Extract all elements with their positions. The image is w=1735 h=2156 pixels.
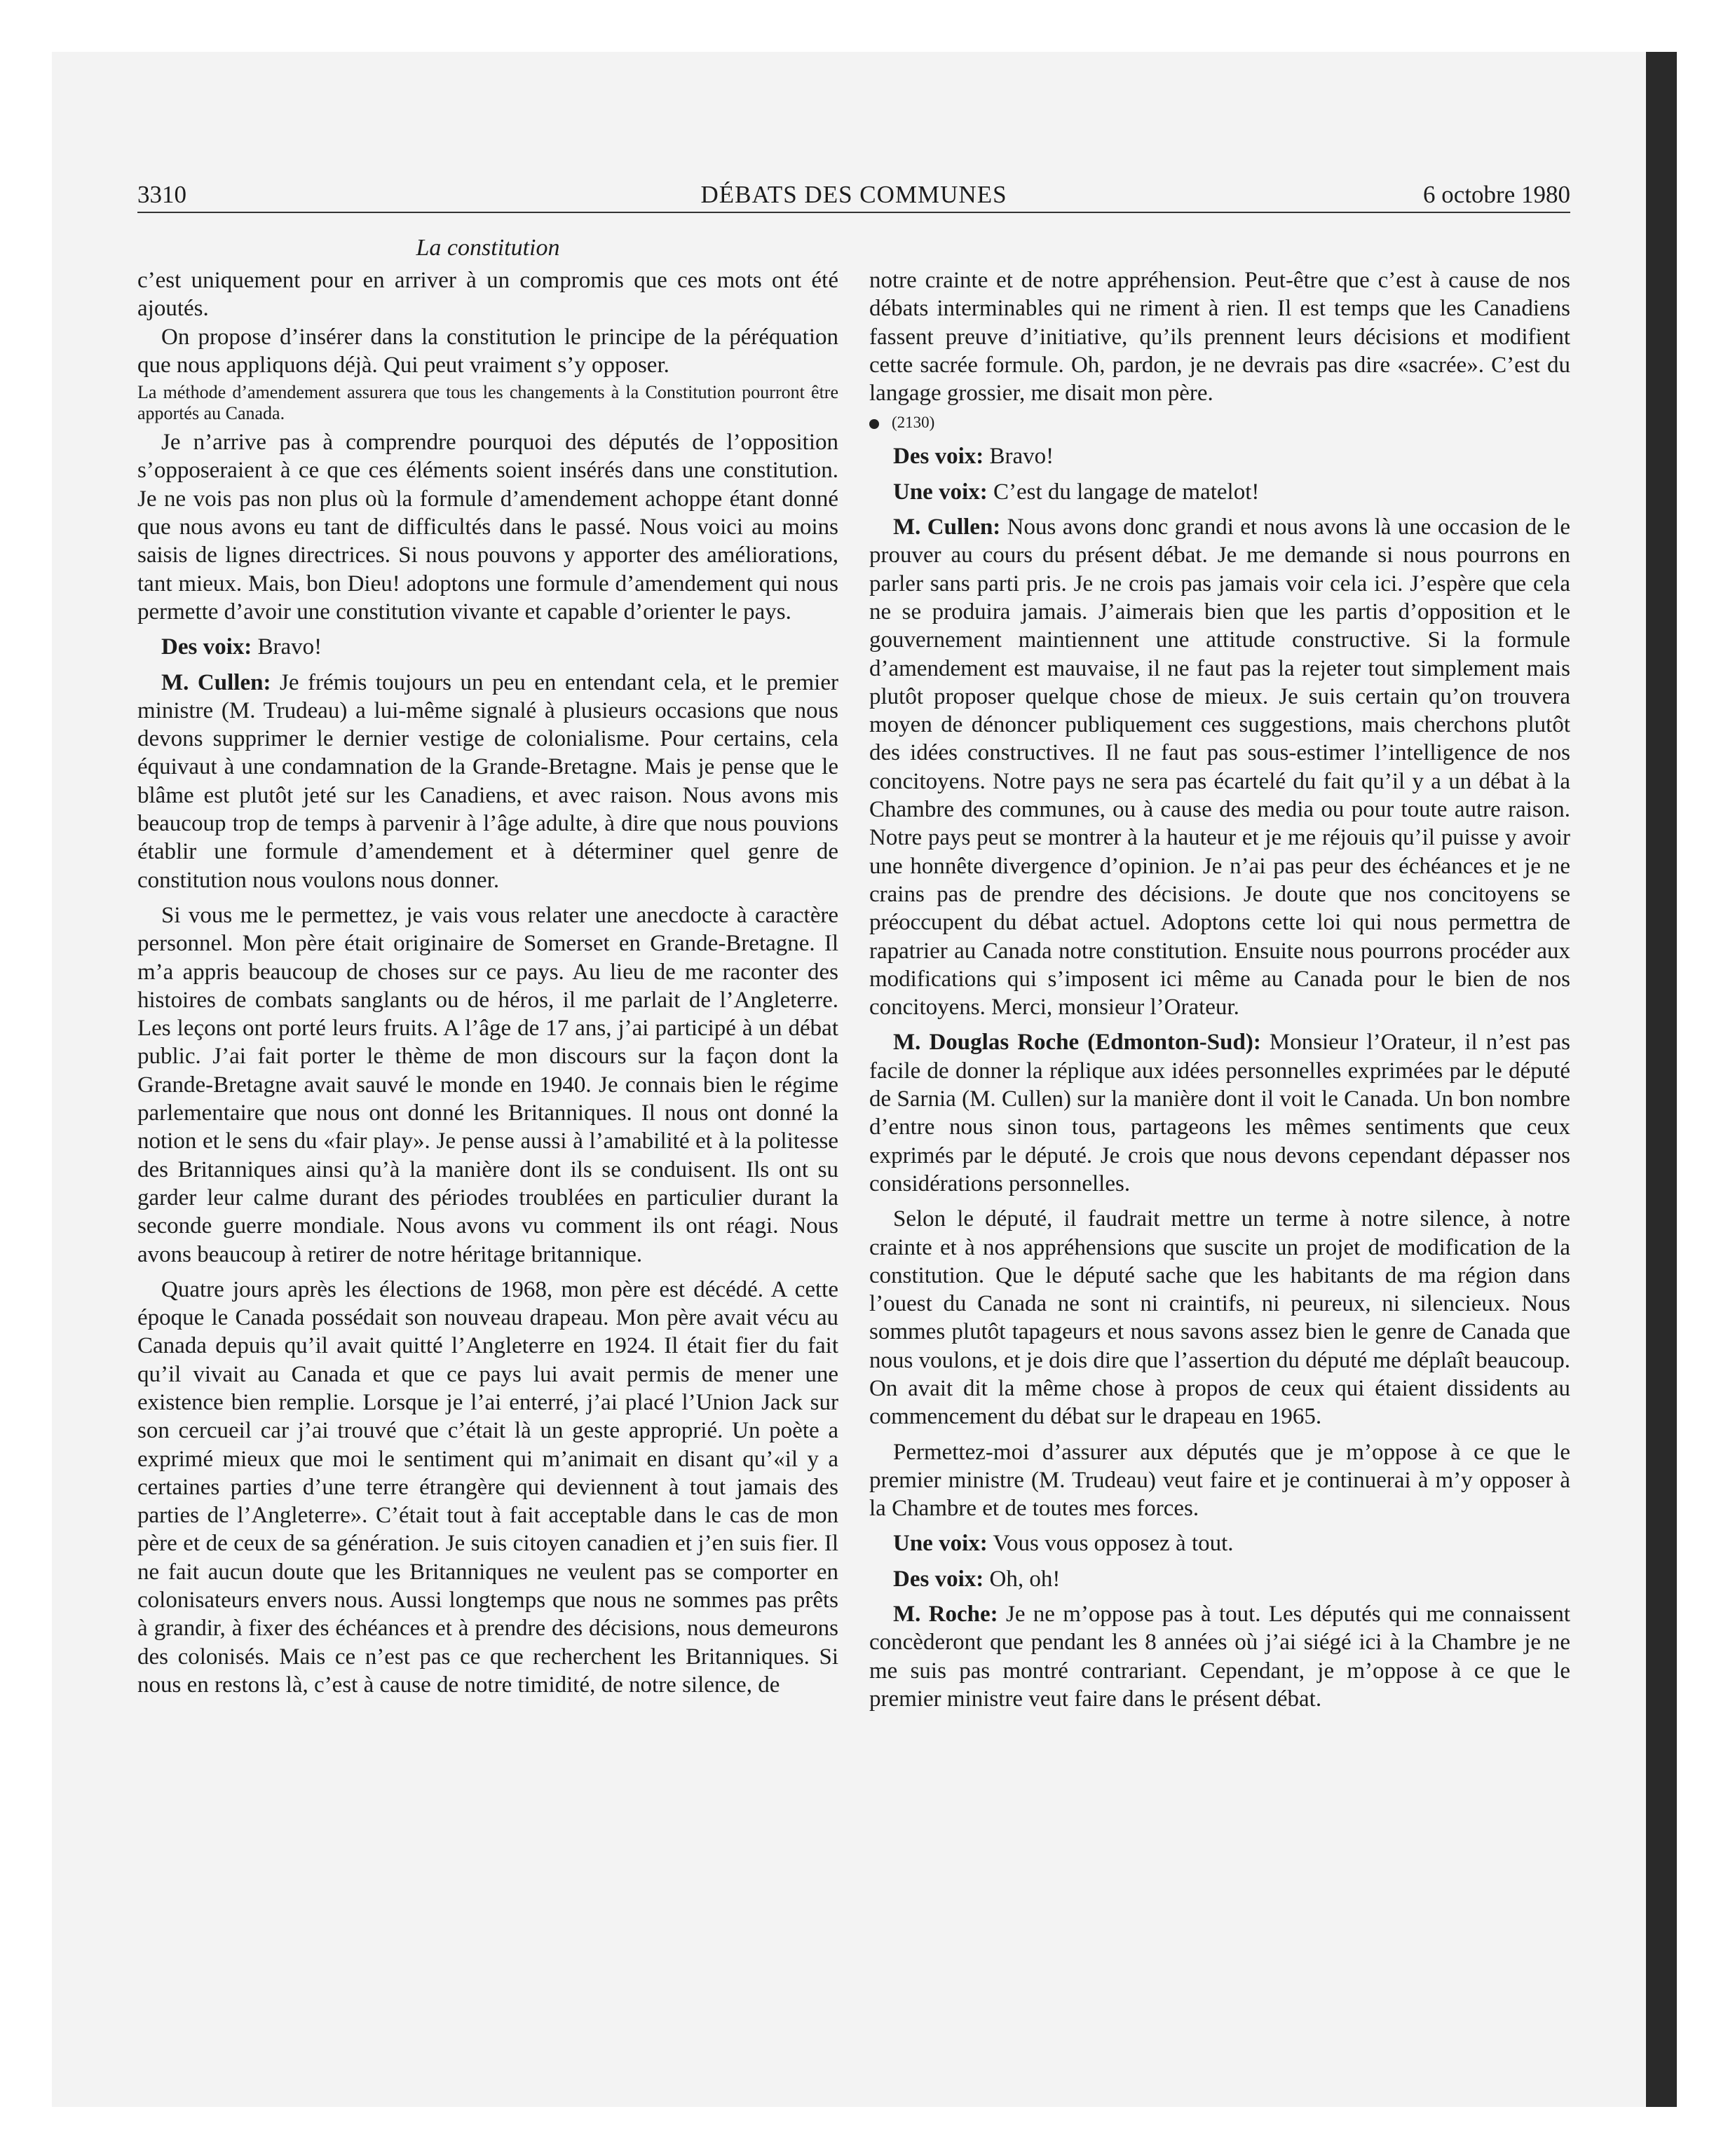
speaker-name: M. Douglas Roche (Edmonton-Sud): [893, 1030, 1261, 1056]
page-date: 6 octobre 1980 [1423, 181, 1570, 208]
marginal-note: La méthode d’amendement assurera que tous les changements à la Constitution pourront être apportés au Canada. [137, 382, 838, 424]
interjection [869, 1565, 1570, 1593]
paragraph: Permettez-moi d’assurer aux députés que je m’oppose à ce que le premier ministre (M. Trudeau) veut faire et je continuerai à m’y opposer à la Chambre et de toutes mes forces. [869, 1439, 1570, 1522]
speech [869, 1028, 1570, 1198]
paragraph: Selon le député, il faudrait mettre un terme à notre silence, à notre crainte et à nos appréhensions que suscite un projet de modification de la constitution. Que le député sache que les habitants de ma région dans l’ouest du Canada ne sont ni craintifs, ni peureux, ni silencieux. Nous sommes plutôt tapageurs et nous savons assez bien le genre de Canada que nous voulons, et je dois dire que l’assertion du député me déplaît beaucoup. On avait dit la même chose à propos de ceux qui étaient dissidents au commencement du débat sur le drapeau en 1965. [869, 1206, 1570, 1430]
speech-text: Vous vous opposez à tout. [987, 1531, 1234, 1557]
speaker-name: M. Roche: [893, 1602, 998, 1628]
speaker-name: M. Cullen: [161, 669, 271, 695]
speaker-name: Des voix: [893, 444, 984, 470]
speaker-name: Des voix: [893, 1566, 984, 1592]
left-column [137, 266, 838, 1699]
speech-text: Nous avons donc grandi et nous avons là une occasion de le prouver au cours du présent débat. Je me demande si nous pourrons en parler sans parti pris. Je ne crois pas jamais voir cela ici. J’espère que cela ne se produira jamais. J’aimerais bien que les partis d’opposition et le gouvernement maintiennent une attitude constructive. Si la formule d’amendement est mauvaise, il ne faut pas la rejeter tout simplement mais plutôt proposer quelque chose de mieux. Je suis certain qu’on trouvera moyen de dénoncer publiquement ces suggestions, mais cherchons plutôt des idées constructives. Il ne faut pas sous-estimer l’intelligence de nos concitoyens. Notre pays ne sera pas écartelé du fait qu’il y a un débat à la Chambre des communes, ou à cause des media ou pour toute autre raison. Notre pays peut se montrer à la hauteur et je me réjouis qu’il puisse y avoir une honnête divergence d’opinion. Je n’ai pas peur des échéances et je ne crains pas de prendre des décisions. Je doute que nos concitoyens se préoccupent du débat actuel. Adoptons cette loi qui nous permettra de rapatrier au Canada notre constitution. Ensuite nous pourrons procéder aux modifications qui s’imposent ici même au Canada pour le bien de nos concitoyens. Merci, monsieur l’Orateur. [869, 514, 1570, 1021]
page-number: 3310 [137, 181, 186, 208]
page-header [137, 179, 1570, 213]
publication-title: DÉBATS DES COMMUNES [700, 181, 1007, 208]
paragraph: Quatre jours après les élections de 1968, mon père est décédé. A cette époque le Canada possédait son nouveau drapeau. Mon père avait vécu au Canada depuis qu’il avait quitté l’Angleterre en 1924. Il était fier du fait qu’il vivait au Canada et que ce pays lui avait permis de mener une existence bien remplie. Lorsque je l’ai enterré, j’ai placé l’Union Jack sur son cercueil car j’ai trouvé que c’était là un geste approprié. Un poète a exprimé mieux que moi le sentiment qui m’animait en disant qu’«il y a certaines parties d’une terre étrangère qui deviennent à tout jamais des parties de l’Angleterre». C’était tout à fait acceptable dans le cas de mon père et de ceux de sa génération. Je suis citoyen canadien et j’en suis fier. Il ne fait aucun doute que les Britanniques ne veulent pas se comporter en colonisateurs envers nous. Aussi longtemps que nous ne sommes pas prêts à grandir, à fixer des échéances et à prendre des décisions, nous demeurons des colonisés. Mais ce n’est pas ce que recherchent les Britanniques. Si nous en restons là, c’est à cause de notre timidité, de notre silence, de [137, 1276, 838, 1698]
speaker-name: Des voix: [161, 634, 252, 660]
interjection [137, 633, 838, 661]
speech-text: Je frémis toujours un peu en entendant cela, et le premier ministre (M. Trudeau) a lui-même signalé à plusieurs occasions que nous devons supprimer le dernier vestige de colonialisme. Pour certains, cela équivaut à une condamnation de la Grande-Bretagne. Mais je pense que le blâme est plutôt jeté sur les Canadiens, et avec raison. Nous avons mis beaucoup trop de temps à parvenir à l’âge adulte, à dire que nous pouvions établir une formule d’amendement et à déterminer quel genre de constitution nous voulons nous donner. [137, 669, 838, 893]
paragraph: notre crainte et de notre appréhension. Peut-être que c’est à cause de nos débats interminables qui ne riment à rien. Il est temps que les Canadiens fassent preuve d’initiative, qu’ils prennent leurs décisions et modifient cette sacrée formule. Oh, pardon, je ne devrais pas dire «sacrée». C’est du langage grossier, me disait mon père. [869, 268, 1570, 407]
bullet-icon [869, 419, 879, 429]
speaker-name: M. Cullen: [893, 514, 1001, 540]
right-column [869, 266, 1570, 1713]
speech-text: Je ne m’oppose pas à tout. Les députés qui me connaissent concèderont que pendant les 8 années où j’ai siégé ici à la Chambre je ne me suis pas montré contrariant. Cependant, je m’oppose à ce que le premier ministre veut faire dans le présent débat. [869, 1602, 1571, 1712]
time-marker [869, 410, 1570, 435]
speech-text: C’est du langage de matelot! [987, 479, 1260, 505]
interjection [869, 478, 1570, 506]
speech-text: Bravo! [984, 444, 1054, 470]
section-title: La constitution [416, 235, 560, 261]
scan-edge-bar [1646, 52, 1677, 2107]
speech-text: Bravo! [252, 634, 322, 660]
speech-text: Oh, oh! [984, 1566, 1061, 1592]
paragraph: Si vous me le permettez, je vais vous relater une anecdocte à caractère personnel. Mon père était originaire de Somerset en Grande-Bretagne. Il m’a appris beaucoup de choses sur ce pays. Au lieu de me raconter des histoires de combats sanglants ou de héros, il me parlait de l’Angleterre. Les leçons ont porté leurs fruits. A l’âge de 17 ans, j’ai participé à un débat public. J’ai fait porter le thème de mon discours sur la façon dont la Grande-Bretagne avait sauvé le monde en 1940. Je connais bien le régime parlementaire que nous ont donné les Britanniques. Il nous ont donné la notion et le sens du «fair play». Je pense aussi à l’amabilité et à la politesse des Britanniques ainsi qu’à la manière dont ils se conduisent. Ils ont su garder leur calme durant des périodes troublées en particulier durant la seconde guerre mondiale. Nous avons vu comment ils ont réagi. Nous avons beaucoup à retirer de notre héritage britannique. [137, 902, 838, 1267]
interjection [869, 442, 1570, 470]
speech [137, 669, 838, 894]
paragraph: Je n’arrive pas à comprendre pourquoi des députés de l’opposition s’opposeraient à ce que ces éléments soient insérés dans une constitution. Je ne vois pas non plus où la formule d’amendement achoppe étant donné que nous avons eu tant de difficultés dans le passé. Nous voici au moins saisis de lignes directrices. Si nous pouvons y apporter des améliorations, tant mieux. Mais, bon Dieu! adoptons une formule d’amendement qui nous permette d’avoir une constitution vivante et capable d’orienter le pays. [137, 430, 838, 625]
speaker-name: Une voix: [893, 479, 988, 505]
speech [869, 513, 1570, 1021]
time-stamp: (2130) [892, 414, 935, 432]
speech [869, 1600, 1570, 1713]
speech-text: Monsieur l’Orateur, il n’est pas facile de donner la réplique aux idées personnelles exprimées par le député de Sarnia (M. Cullen) sur la manière dont il voit le Canada. Un bon nombre d’entre nous sinon tous, partageons les mêmes sentiments que ceux exprimés par le député. Je crois que nous devons cependant dépasser nos considérations personnelles. [869, 1030, 1570, 1196]
speaker-name: Une voix: [893, 1531, 988, 1557]
paragraph: On propose d’insérer dans la constitution le principe de la péréquation que nous appliquons déjà. Qui peut vraiment s’y opposer. [137, 324, 838, 378]
interjection [869, 1529, 1570, 1557]
paragraph: c’est uniquement pour en arriver à un compromis que ces mots ont été ajoutés. [137, 268, 838, 322]
